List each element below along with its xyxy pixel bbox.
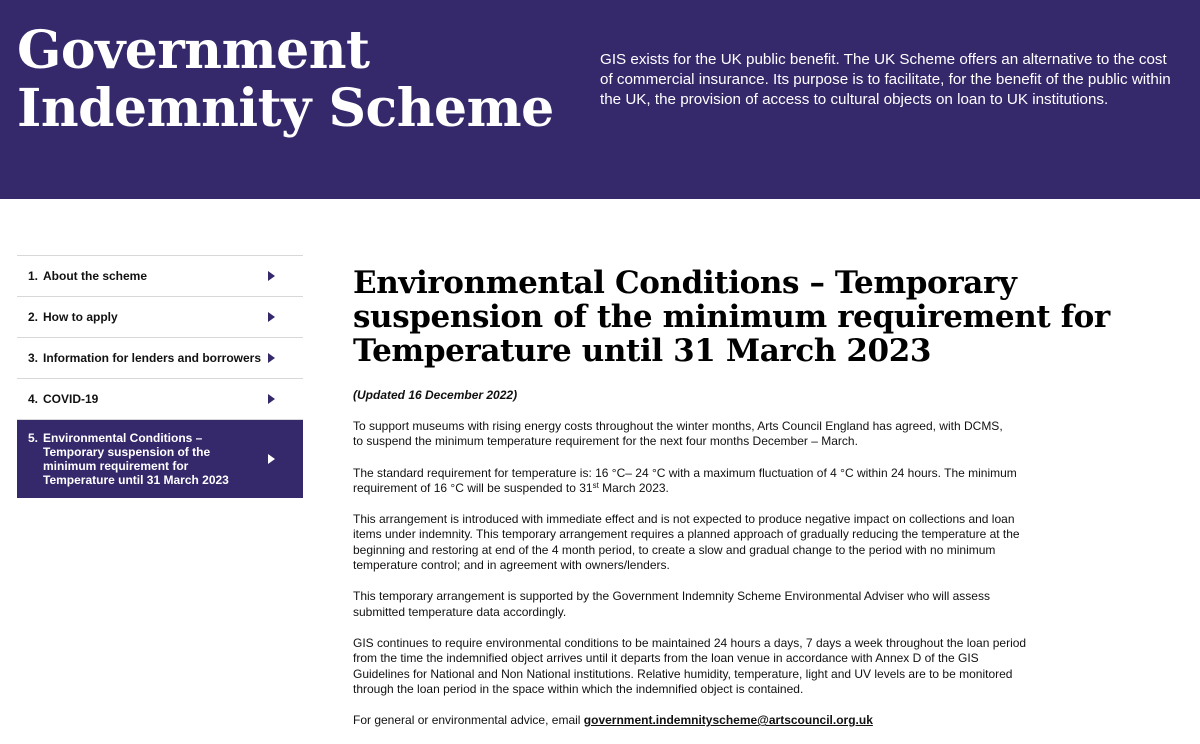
- page-title-line-3: Temperature until 31 March 2023: [353, 333, 932, 369]
- paragraph-line: to suspend the minimum temperature requirement for the next four months December – March.: [353, 434, 858, 449]
- page-title: [353, 265, 1110, 369]
- paragraph-line: Guidelines for National and Non National institutions. Relative humidity, temperature, light and UV levels are to be monitored: [353, 666, 1013, 681]
- paragraph-contact: [353, 713, 1033, 728]
- sidebar-nav: [17, 255, 303, 498]
- sidebar-item-how-to-apply[interactable]: [17, 297, 303, 338]
- ordinal-suffix: st: [592, 480, 599, 490]
- paragraph-line: temperature control; and in agreement with owners/lenders.: [353, 558, 670, 573]
- sidebar-item-number: 3.: [28, 351, 39, 365]
- sidebar-item-label: Environmental Conditions – Temporary suspension of the minimum requirement for Temperature until 31 March 2023: [43, 431, 229, 487]
- paragraph-line: [353, 481, 1033, 496]
- paragraph-line: [353, 713, 1033, 728]
- sidebar-item-label: Information for lenders and borrowers: [43, 351, 262, 365]
- triangle-right-icon: [268, 353, 275, 363]
- page-title-line-2: suspension of the minimum requirement for: [353, 299, 1110, 335]
- sidebar-item-number: 4.: [28, 392, 39, 406]
- sidebar-item-number: 1.: [28, 269, 39, 283]
- paragraph-line: beginning and restoring at end of the 4 month period, to create a slow and gradual change to the period with no minimum: [353, 542, 996, 557]
- site-header: [0, 0, 1200, 199]
- paragraph-arrangement: [353, 512, 1033, 573]
- paragraph-line: To support museums with rising energy costs throughout the winter months, Arts Council England has agreed, with DCMS,: [353, 419, 1003, 433]
- paragraph-line: The standard requirement for temperature is: 16 °C– 24 °C with a maximum fluctuation of 4 °C within 24 hours. The minimum: [353, 465, 1017, 480]
- sidebar-item-environmental-conditions[interactable]: [17, 420, 303, 498]
- paragraph-adviser: [353, 589, 1033, 620]
- site-title-line-2: Indemnity Scheme: [17, 78, 554, 139]
- main-content: [353, 265, 1110, 728]
- paragraph-line: This arrangement is introduced with immediate effect and is not expected to produce negative impact on collections and loan: [353, 512, 1015, 527]
- contact-text: For general or environmental advice, email: [353, 713, 584, 728]
- header-description: GIS exists for the UK public benefit. The UK Scheme offers an alternative to the cost of commercial insurance. Its purpose is to facilitate, for the benefit of the public within the UK, the provision of access to cultural objects on loan to UK institutions.: [600, 51, 1171, 108]
- sidebar-item-about-the-scheme[interactable]: [17, 256, 303, 297]
- paragraph-line: from the time the indemnified object arrives until it departs from the loan venue in accordance with Annex D of the GIS: [353, 651, 979, 666]
- page-title-line-1: Environmental Conditions – Temporary: [353, 265, 1017, 301]
- sidebar-item-label: About the scheme: [43, 269, 148, 283]
- sidebar-item-information-for-lenders-and-borrowers[interactable]: [17, 338, 303, 379]
- site-title: [17, 20, 554, 139]
- sidebar-item-number: 2.: [28, 310, 39, 324]
- contact-email-link[interactable]: government.indemnityscheme@artscouncil.org.uk: [583, 713, 873, 728]
- updated-date: (Updated 16 December 2022): [353, 388, 518, 402]
- paragraph-line: submitted temperature data accordingly.: [353, 604, 567, 619]
- paragraph-line: through the loan period in the space within which the indemnified object is contained.: [353, 681, 804, 696]
- paragraph-energy-costs: [353, 419, 1033, 450]
- sidebar-item-number: 5.: [28, 431, 39, 445]
- paragraph-text: requirement of 16 °C will be suspended to 31: [353, 480, 593, 495]
- site-title-line-1: Government: [17, 20, 370, 81]
- paragraph-line: GIS continues to require environmental conditions to be maintained 24 hours a days, 7 days a week throughout the loan period: [353, 635, 1027, 650]
- triangle-right-icon: [268, 454, 275, 464]
- sidebar-item-label: How to apply: [43, 310, 118, 324]
- paragraph-text: March 2023.: [598, 480, 669, 495]
- triangle-right-icon: [268, 271, 275, 281]
- triangle-right-icon: [268, 312, 275, 322]
- paragraph-line: items under indemnity. This temporary arrangement requires a planned approach of gradually reducing the temperature at the: [353, 527, 1020, 542]
- paragraph-line: This temporary arrangement is supported by the Government Indemnity Scheme Environmental Adviser who will assess: [353, 589, 990, 604]
- triangle-right-icon: [268, 394, 275, 404]
- sidebar-item-label: COVID-19: [43, 392, 99, 406]
- paragraph-conditions: [353, 636, 1033, 697]
- paragraph-standard-requirement: [353, 466, 1033, 497]
- sidebar-item-covid-19[interactable]: [17, 379, 303, 420]
